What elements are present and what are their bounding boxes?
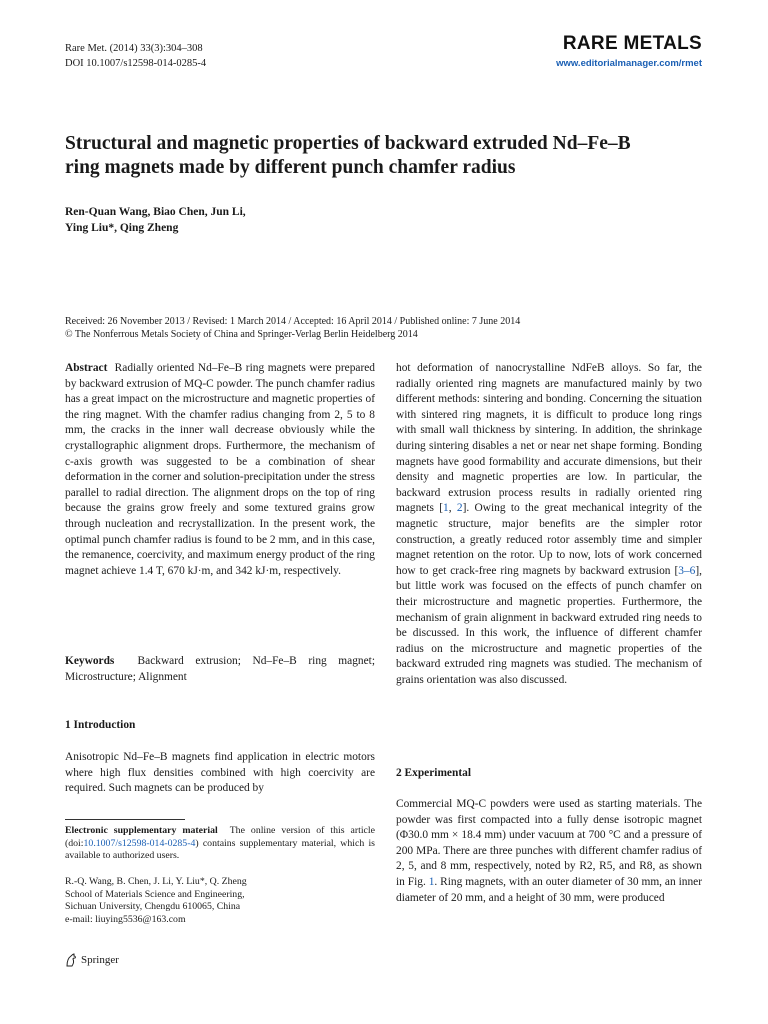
- body-text: ]. Owing to the great mechanical integrity of the magnetic structure, major benefits are the simpler rotor construction, a greatly reduced rotor assembly time and simpler magnet retention on the rotor. Up to now, lots of work concerned how to get crack-free ring magnets by backward extrusion [: [396, 502, 702, 577]
- supplementary-note: [65, 825, 375, 863]
- citation-block: [65, 41, 206, 71]
- journal-block: [556, 33, 702, 69]
- keywords: [65, 654, 375, 685]
- intro-text: Anisotropic Nd–Fe–B magnets find application in electric motors where high flux densities combined with high coercivity are required. Such magnets can be produced by: [65, 751, 375, 795]
- title-line: ring magnets made by different punch chamfer radius: [65, 157, 516, 178]
- affiliation-line: Sichuan University, Chengdu 610065, China: [65, 901, 241, 913]
- reference-link[interactable]: 3–6: [678, 564, 696, 577]
- supplementary-label: Electronic supplementary material: [65, 825, 218, 836]
- experimental-text: [396, 797, 702, 906]
- right-column-paragraph: [396, 361, 702, 688]
- body-text: ], but little work was focused on the effects of punch chamfer on their microstructure and magnetic properties. Furthermore, the mechanism of grain alignment in backward extruded ring needs to be discussed. In this work, the influence of different chamfer radius on the microstructure and magnetic properties of the backward extruded ring magnets was studied. The mechanism of grains orientation was also discussed.: [396, 564, 702, 686]
- intro-heading: 1 Introduction: [65, 719, 136, 731]
- received-dates: Received: 26 November 2013 / Revised: 1 March 2014 / Accepted: 16 April 2014 / Published online: 7 June 2014: [65, 316, 521, 327]
- footnote-divider: [65, 819, 185, 820]
- springer-horse-icon: [65, 953, 77, 967]
- affiliation-email: e-mail: liuying5536@163.com: [65, 913, 186, 925]
- abstract-text: Radially oriented Nd–Fe–B ring magnets were prepared by backward extrusion of MQ-C powder. The punch chamfer radius has a great impact on the microstructure and magnetic properties of the ring magnet. With the chamfer radius changing from 2, 5 to 8 mm, the cracks in the inner wall decrease obviously while the crystallographic alignment drops. Furthermore, the mechanism of c-axis growth was suggested to be a combination of shear deformation in the corner and solution-precipitation under the stress parallel to radial direction. The alignment drops on the top of ring because the grains grow freely and some textured grains grow through nucleation and recrystallization. In the present work, the optimal punch chamfer radius is found to be 2 mm, and in this case, the remanence, coercivity, and maximum energy product of the ring magnet achieve 1.4 T, 670 kJ·m, and 342 kJ·m, respectively.: [65, 362, 375, 577]
- experimental-heading: 2 Experimental: [396, 767, 471, 779]
- affiliation: [65, 876, 375, 926]
- affiliation-line: School of Materials Science and Engineering,: [65, 888, 245, 900]
- supplementary-doi-link[interactable]: 10.1007/s12598-014-0285-4: [83, 837, 196, 849]
- publisher-name: Springer: [81, 954, 119, 966]
- supplementary-text: The online version of this article (doi:: [65, 825, 375, 849]
- abstract: [65, 361, 375, 579]
- affiliation-line: R.-Q. Wang, B. Chen, J. Li, Y. Liu*, Q. Zheng: [65, 876, 247, 887]
- body-text: ,: [448, 502, 457, 515]
- authors-line: Ying Liu*, Qing Zheng: [65, 222, 179, 234]
- body-text: hot deformation of nanocrystalline NdFeB alloys. So far, the radially oriented ring magnets are manufactured mainly by two different methods: sintering and bonding. Concerning the situation with sintered ring magnets, it is difficult to produce long rings with small wall thickness by sintering. In addition, the shrinkage during sintering disables a net or near net shape forming. Bonding magnets have good formability and accurate dimensions, but their density and magnetic properties are low. In particular, the backward extrusion process results in radially oriented ring magnets [: [396, 362, 702, 515]
- body-text: Commercial MQ-C powders were used as starting materials. The powder was first compacted into a fully dense isotropic magnet (Φ30.0 mm × 18.4 mm) under vacuum at 700 °C and a pressure of 200 MPa. There are three punches with different chamfer radius of 2, 5, and 8 mm, respectively, noted by R2, R5, and R8, as shown in Fig.: [396, 798, 702, 888]
- journal-url-link[interactable]: www.editorialmanager.com/rmet: [556, 58, 702, 69]
- authors: [65, 204, 246, 236]
- figure-link[interactable]: 1: [428, 875, 435, 888]
- journal-name: RARE METALS: [562, 33, 702, 54]
- authors-line: Ren-Quan Wang, Biao Chen, Jun Li,: [65, 206, 246, 218]
- paper-title: [65, 132, 705, 180]
- reference-link[interactable]: 1: [443, 502, 449, 515]
- citation: Rare Met. (2014) 33(3):304–308: [65, 43, 203, 54]
- copyright-notice: © The Nonferrous Metals Society of China and Springer-Verlag Berlin Heidelberg 2014: [65, 329, 418, 340]
- body-text: . Ring magnets, with an outer diameter of 30 mm, an inner diameter of 20 mm, and a height of 30 mm, were produced: [396, 875, 702, 904]
- publication-history: [65, 315, 715, 341]
- keywords-text: Backward extrusion; Nd–Fe–B ring magnet; Microstructure; Alignment: [65, 655, 375, 683]
- publisher-mark: [65, 953, 119, 967]
- title-line: Structural and magnetic properties of backward extruded Nd–Fe–B: [65, 133, 631, 154]
- reference-link[interactable]: 2: [456, 502, 463, 515]
- abstract-label: Abstract: [65, 362, 108, 374]
- keywords-label: Keywords: [65, 655, 115, 667]
- doi: DOI 10.1007/s12598-014-0285-4: [65, 58, 207, 69]
- supplementary-text: ) contains supplementary material, which is available to authorized users.: [65, 837, 375, 862]
